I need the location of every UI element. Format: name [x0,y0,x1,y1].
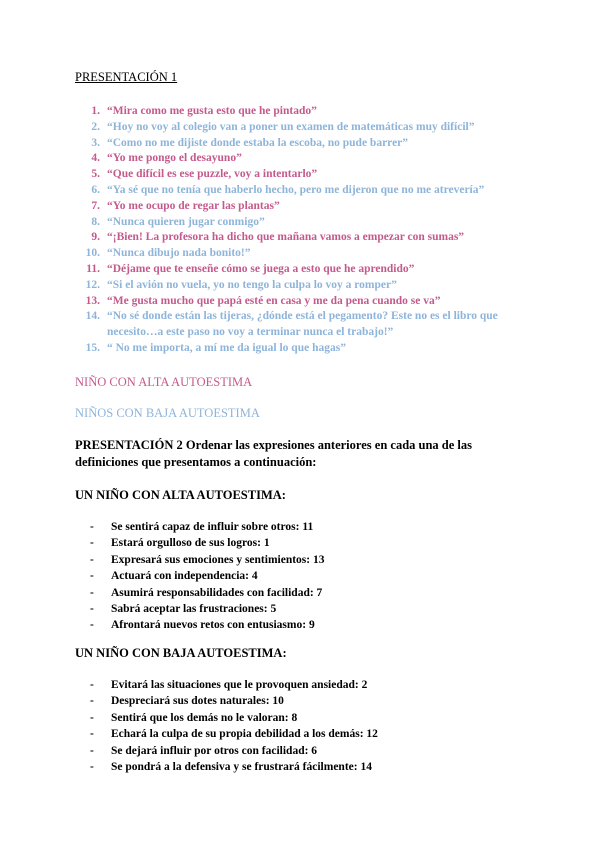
expression-number: 11. [86,262,100,275]
definition-text: Se pondrá a la defensiva y se frustrará fácilmente: 14 [111,761,372,774]
bullet-dash: - [90,728,94,741]
definition-text: Evitará las situaciones que le provoquen ansiedad: 2 [111,679,368,691]
expression-item [0,104,600,120]
expression-text: “No sé donde están las tijeras, ¿dónde está el pegamento? Este no es el libro que necesito…a este paso no voy a terminar nunca el trabajo!” [107,310,498,339]
bullet-dash: - [90,744,94,757]
definition-text: Estará orgulloso de sus logros: 1 [111,537,270,550]
definition-text: Actuará con independencia: 4 [111,570,258,583]
expression-text: “ No me importa, a mí me da igual lo que hagas” [107,341,346,354]
bullet-dash: - [90,603,94,616]
expression-number: 2. [91,120,100,133]
bullet-dash: - [90,679,94,691]
definition-item [0,726,600,742]
expression-item [0,246,600,262]
expression-item [0,167,600,183]
expression-item [0,262,600,278]
expression-item [0,120,600,136]
baja-definitions-list [0,677,600,775]
expression-text: “Yo me ocupo de regar las plantas” [107,199,280,212]
definition-item [0,568,600,584]
heading-baja-autoestima: NIÑOS CON BAJA AUTOESTIMA [75,406,260,420]
definition-text: Se dejará influir por otros con facilidad: 6 [111,744,318,757]
definition-item [0,601,600,617]
expression-item [0,294,600,310]
bullet-dash: - [90,761,94,774]
definition-text: Sabrá aceptar las frustraciones: 5 [111,603,277,616]
expression-item [0,230,600,246]
bullet-dash: - [90,619,94,632]
expression-number: 8. [91,215,100,228]
definition-item [0,535,600,551]
expression-number: 14. [85,310,100,323]
expression-item [0,136,600,152]
expression-item [0,309,600,341]
definition-item [0,693,600,709]
expression-text: “Me gusta mucho que papá esté en casa y me da pena cuando se va” [107,294,441,307]
definition-text: Despreciará sus dotes naturales: 10 [111,695,284,708]
definition-item [0,519,600,535]
expression-item [0,183,600,199]
expression-text: “Yo me pongo el desayuno” [107,152,242,165]
expression-number: 7. [91,199,100,212]
expression-number: 3. [91,136,100,149]
bullet-dash: - [90,537,94,550]
definition-text: Asumirá responsabilidades con facilidad: 7 [111,586,323,599]
expression-number: 13. [85,294,100,307]
definition-item [0,585,600,601]
definition-item [0,552,600,568]
expression-item [0,341,600,357]
alta-autoestima-title: UN NIÑO CON ALTA AUTOESTIMA: [75,488,286,502]
expression-item [0,199,600,215]
expression-text: “Como no me dijiste donde estaba la escoba, no pude barrer” [107,136,409,149]
expressions-list [0,104,600,357]
expression-text: “Que difícil es ese puzzle, voy a intentarlo” [107,168,318,181]
expression-number: 15. [85,341,100,354]
bullet-dash: - [90,586,94,599]
definition-item [0,743,600,759]
definition-item [0,759,600,775]
expression-number: 4. [91,152,100,165]
heading-alta-autoestima: NIÑO CON ALTA AUTOESTIMA [75,375,253,389]
definition-text: Echará la culpa de su propia debilidad a los demás: 12 [111,728,378,741]
expression-text: “Nunca dibujo nada bonito!” [107,247,251,260]
baja-autoestima-title: UN NIÑO CON BAJA AUTOESTIMA: [75,646,287,660]
presentacion-1-title: PRESENTACIÓN 1 [75,70,178,84]
expression-number: 10. [85,247,100,260]
expression-number: 9. [91,231,100,244]
expression-text: “¡Bien! La profesora ha dicho que mañana vamos a empezar con sumas” [107,231,465,244]
expression-text: “Hoy no voy al colegio van a poner un examen de matemáticas muy difícil” [107,120,475,133]
expression-number: 5. [91,168,100,181]
definition-text: Afrontará nuevos retos con entusiasmo: 9 [111,619,315,632]
expression-text: “Si el avión no vuela, yo no tengo la culpa lo voy a romper” [107,278,397,291]
expression-text: “Déjame que te enseñe cómo se juega a esto que he aprendido” [107,262,415,275]
expression-number: 1. [91,105,100,117]
expression-text: “Ya sé que no tenía que haberlo hecho, pero me dijeron que no me atrevería” [107,183,485,196]
definition-item [0,710,600,726]
presentacion-2-instructions: PRESENTACIÓN 2 Ordenar las expresiones anteriores en cada una de las definiciones que presentamos a continuación: [75,438,473,469]
expression-number: 6. [91,183,100,196]
definition-item [0,677,600,693]
bullet-dash: - [90,553,94,566]
bullet-dash: - [90,695,94,708]
definition-text: Se sentirá capaz de influir sobre otros: 11 [111,521,314,533]
expression-item [0,278,600,294]
bullet-dash: - [90,711,94,724]
expression-number: 12. [85,278,100,291]
expression-text: “Nunca quieren jugar conmigo” [107,215,265,228]
bullet-dash: - [90,570,94,583]
expression-text: “Mira como me gusta esto que he pintado” [107,105,317,117]
definition-item [0,617,600,633]
expression-item [0,215,600,231]
definition-text: Sentirá que los demás no le valoran: 8 [111,711,298,724]
definition-text: Expresará sus emociones y sentimientos: 13 [111,553,325,566]
bullet-dash: - [90,521,94,533]
alta-definitions-list [0,519,600,634]
expression-item [0,151,600,167]
